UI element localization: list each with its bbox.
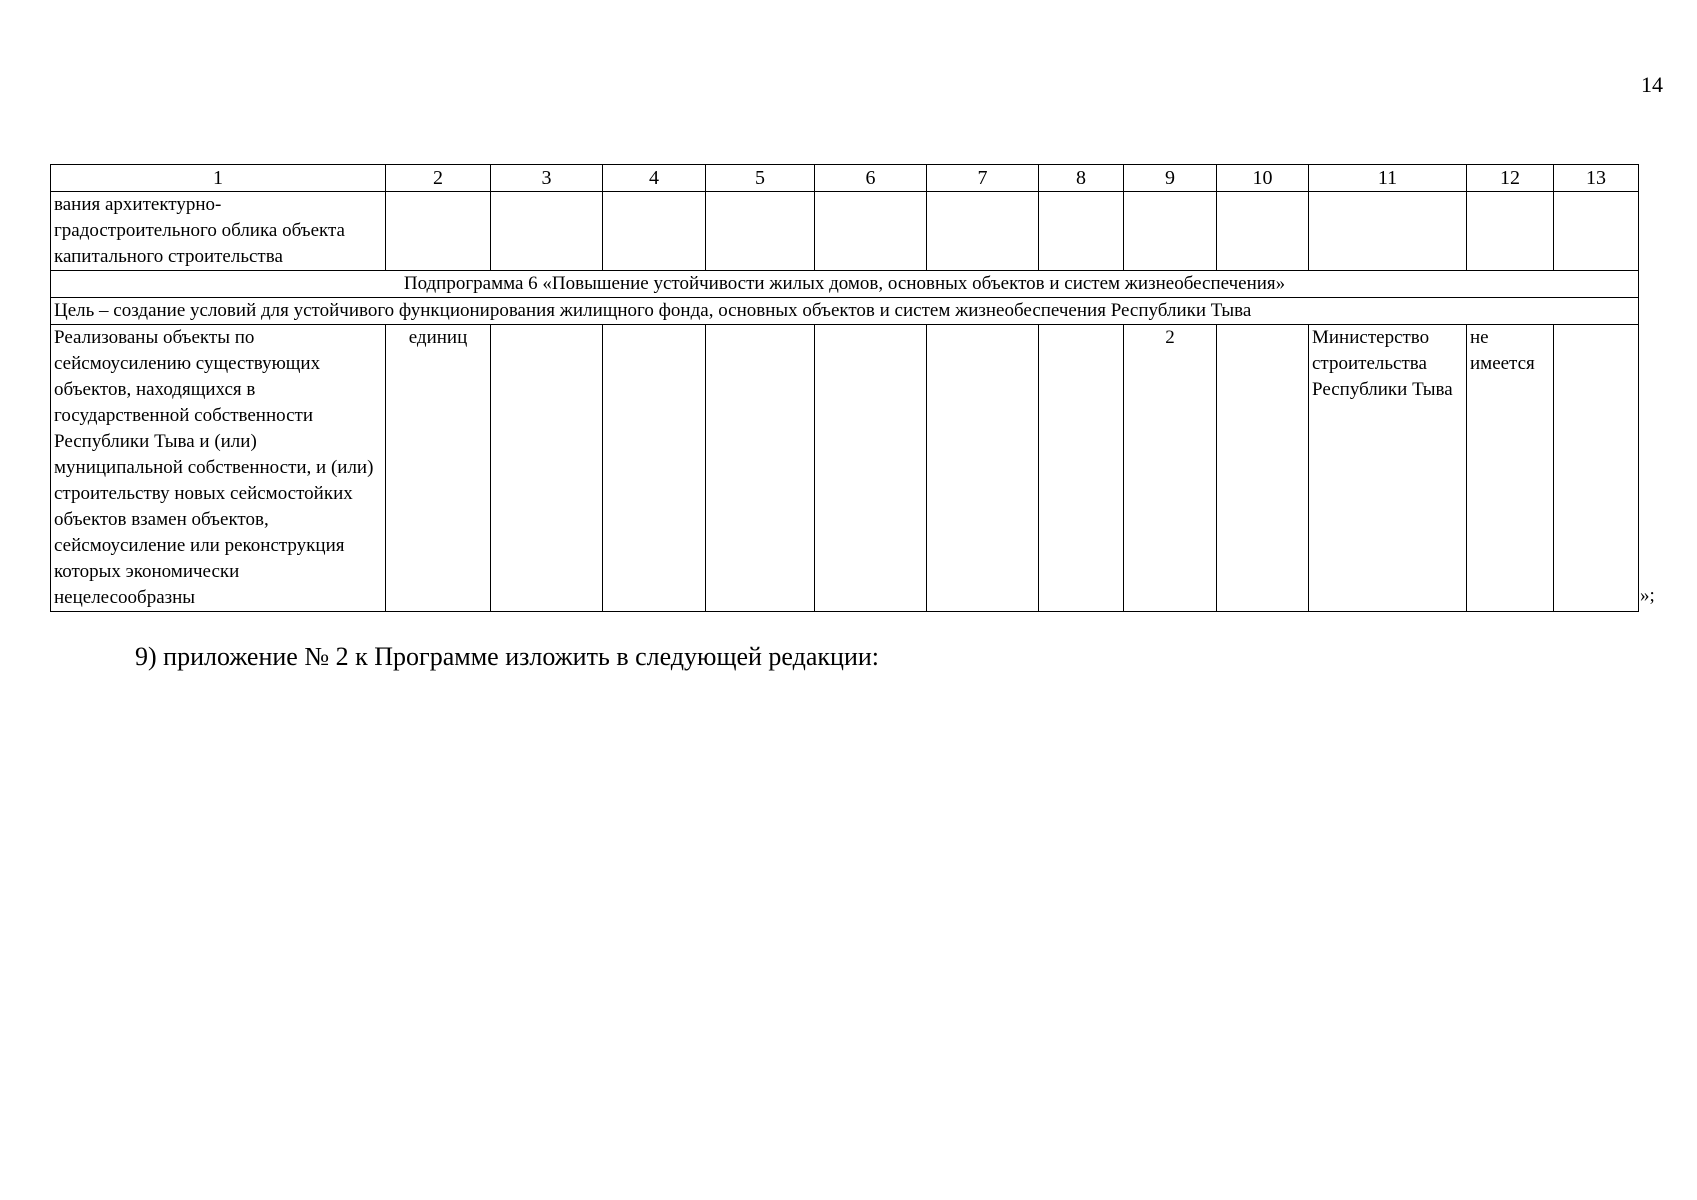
header-cell: 10 [1217,165,1309,192]
table-header-row [51,165,1639,192]
empty-cell [1309,192,1467,271]
empty-cell [491,192,603,271]
header-cell: 7 [927,165,1039,192]
header-cell: 11 [1309,165,1467,192]
unit-cell: единиц [386,325,491,612]
empty-cell [491,325,603,612]
empty-cell [1554,325,1639,612]
closing-quote-mark: »; [1640,585,1655,606]
header-cell: 4 [603,165,706,192]
goal-text: Цель – создание условий для устойчивого функционирования жилищного фонда, основных объектов и систем жизнеобеспечения Республики Тыва [51,298,1639,325]
body-paragraph: 9) приложение № 2 к Программе изложить в следующей редакции: [135,642,879,671]
goal-row [51,298,1639,325]
empty-cell [927,325,1039,612]
empty-cell [1217,325,1309,612]
empty-cell [1124,192,1217,271]
empty-cell [386,192,491,271]
empty-cell [815,192,927,271]
program-table [50,164,1639,612]
page-number: 14 [1641,72,1663,97]
header-cell: 1 [51,165,386,192]
continuation-cell: вания архитектурно-градостроительного облика объекта капитального строительства [51,192,386,271]
responsible-cell: Министерство строительства Республики Тыва [1309,325,1467,612]
indicator-name-cell: Реализованы объекты по сейсмоусилению существующих объектов, находящихся в государственной собственности Республики Тыва и (или) муниципальной собственности, и (или) строительству новых сейсмостойких объектов взамен объектов, сейсмоусиление или реконструкция которых экономически нецелесообразны [51,325,386,612]
note-cell: не имеется [1467,325,1554,612]
empty-cell [1217,192,1309,271]
empty-cell [1039,192,1124,271]
empty-cell [706,325,815,612]
header-cell: 9 [1124,165,1217,192]
empty-cell [603,192,706,271]
empty-cell [603,325,706,612]
empty-cell [815,325,927,612]
header-cell: 13 [1554,165,1639,192]
subprogram-row [51,271,1639,298]
subprogram-title: Подпрограмма 6 «Повышение устойчивости жилых домов, основных объектов и систем жизнеобеспечения» [51,271,1639,298]
value-cell: 2 [1124,325,1217,612]
header-cell: 5 [706,165,815,192]
empty-cell [706,192,815,271]
empty-cell [1467,192,1554,271]
empty-cell [927,192,1039,271]
header-cell: 2 [386,165,491,192]
table-row [51,325,1639,612]
header-cell: 6 [815,165,927,192]
header-cell: 3 [491,165,603,192]
header-cell: 12 [1467,165,1554,192]
empty-cell [1554,192,1639,271]
table-row [51,192,1639,271]
header-cell: 8 [1039,165,1124,192]
empty-cell [1039,325,1124,612]
